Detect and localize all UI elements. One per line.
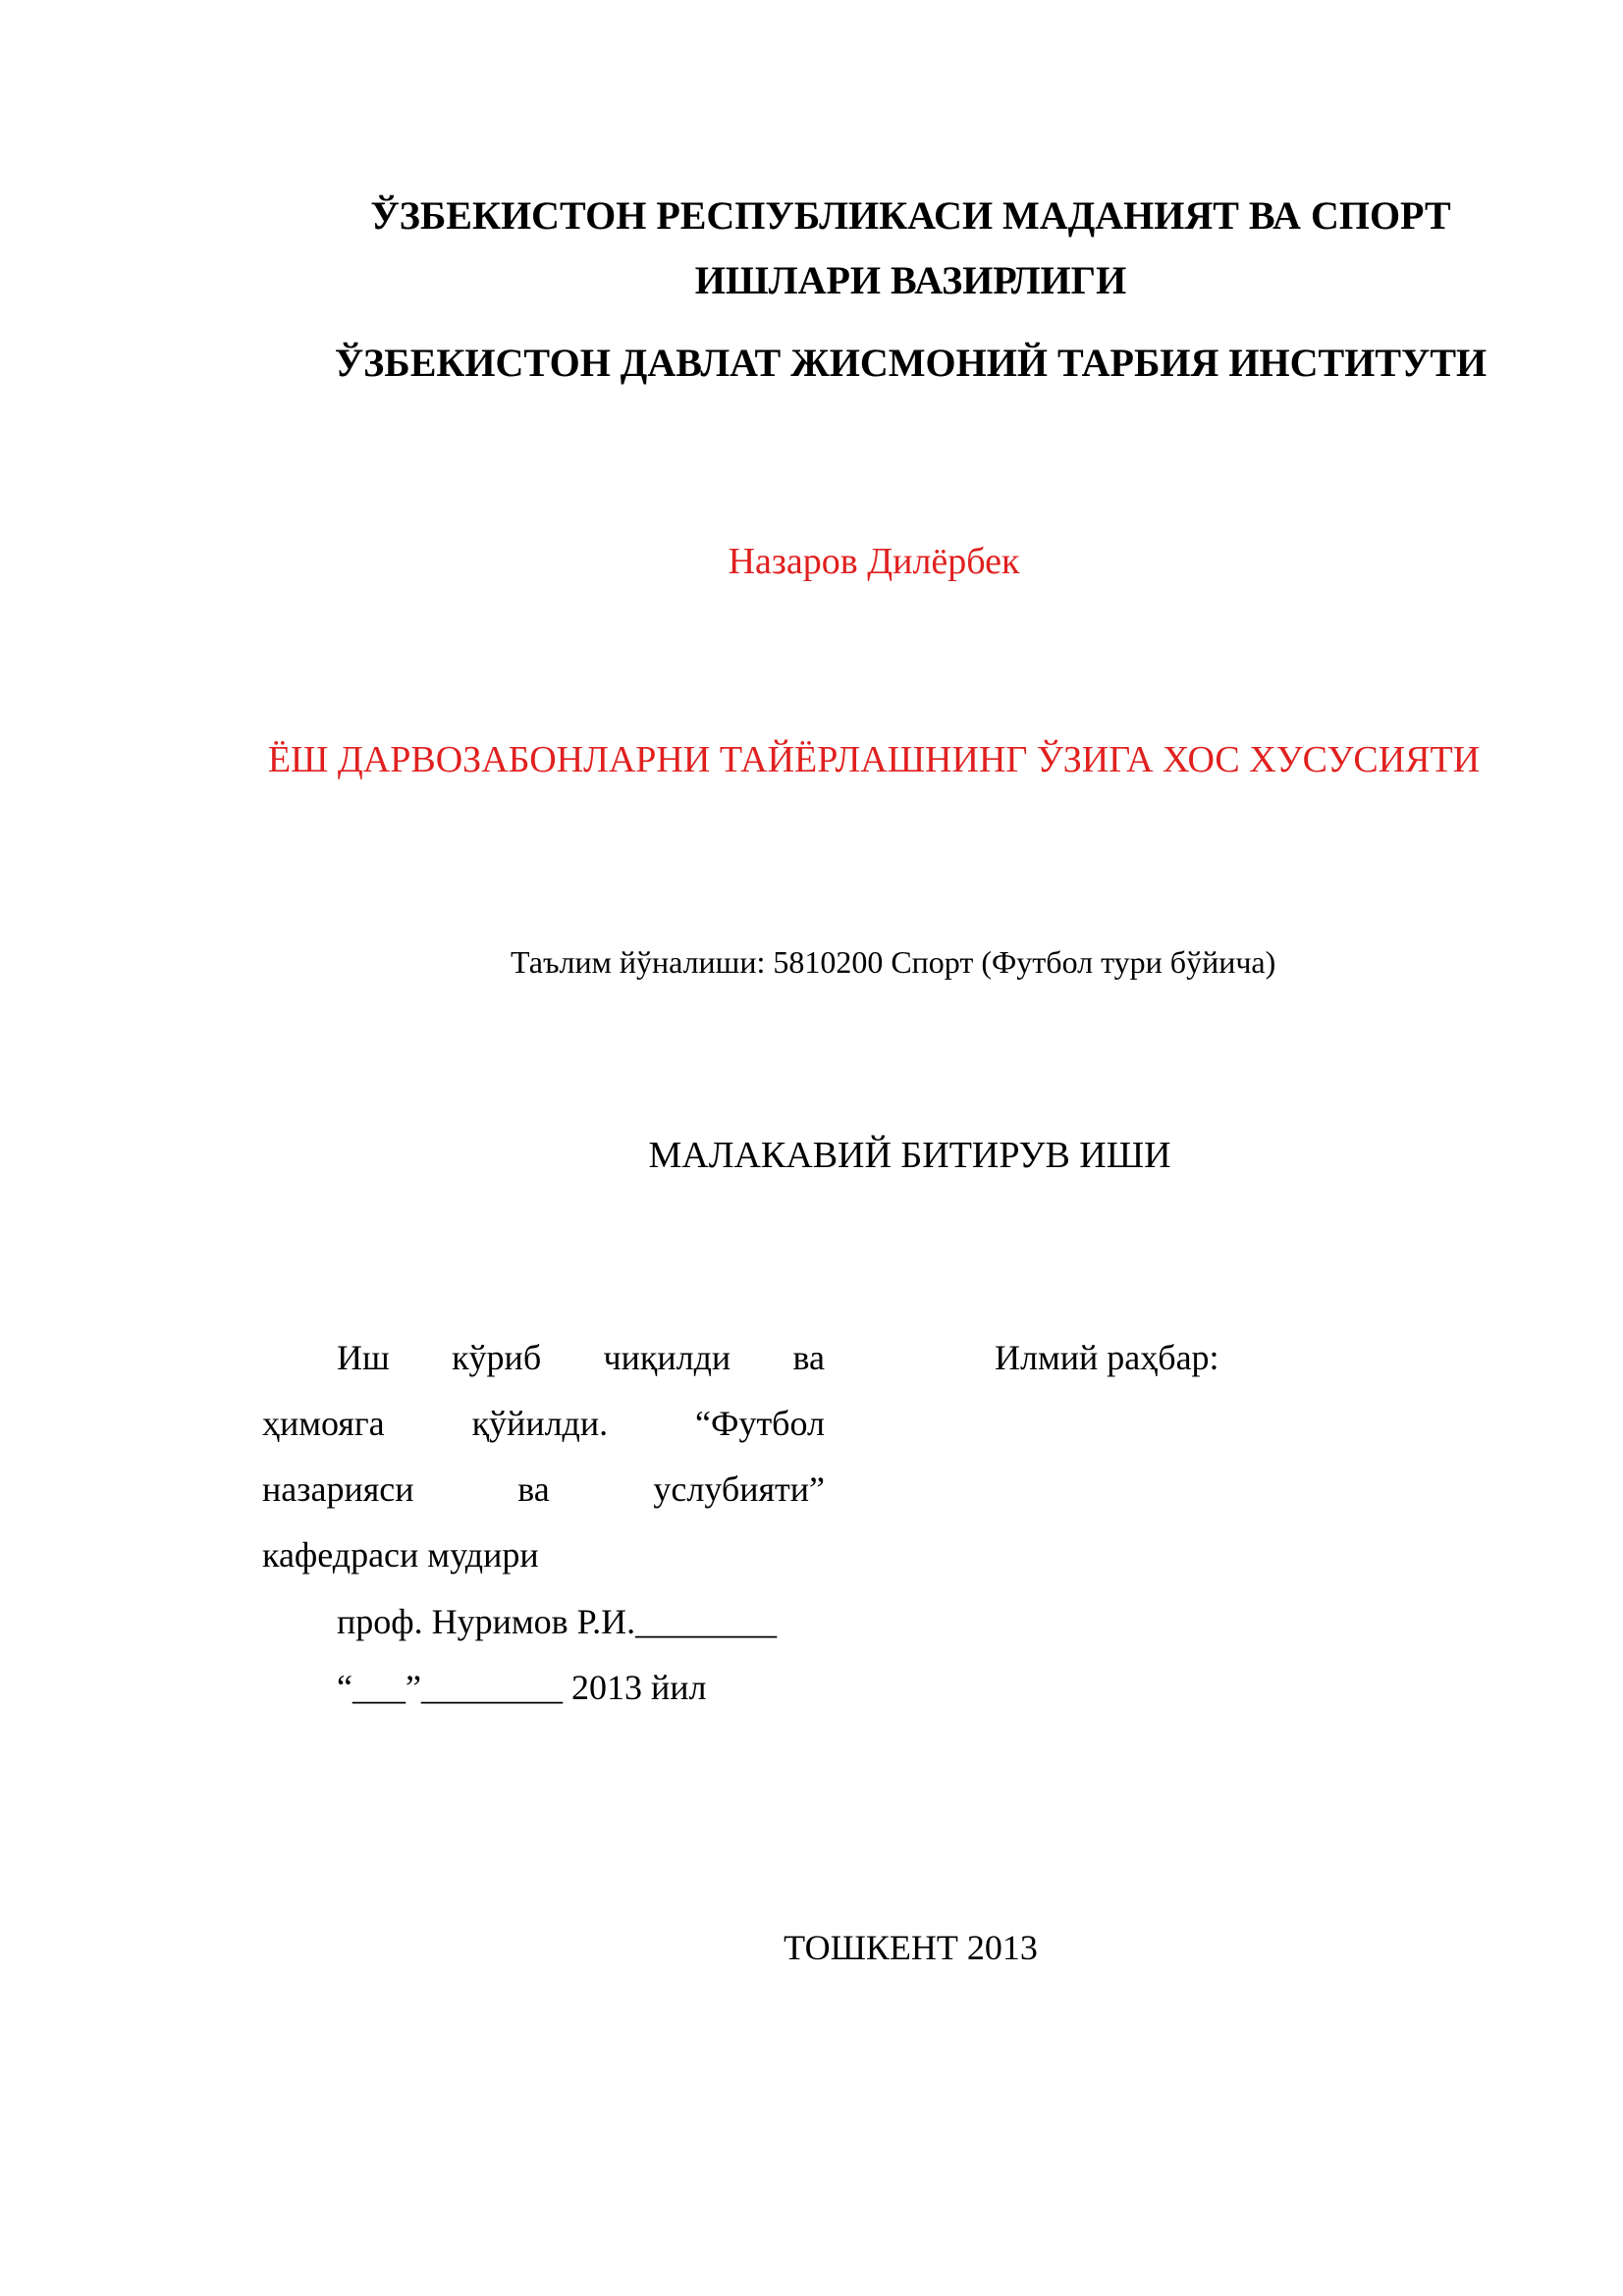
approval-line: кафедраси мудири <box>262 1535 539 1575</box>
author-name: Назаров Дилёрбек <box>728 541 1020 582</box>
ministry-title-line2: ИШЛАРИ ВАЗИРЛИГИ <box>694 258 1127 302</box>
work-type: МАЛАКАВИЙ БИТИРУВ ИШИ <box>648 1135 1171 1176</box>
approval-line: Иш кўриб чиқилди ва <box>337 1338 825 1377</box>
education-direction: Таълим йўналиши: 5810200 Спорт (Футбол тури бўйича) <box>511 944 1276 980</box>
supervisor-label: Илмий раҳбар: <box>995 1338 1219 1377</box>
approval-line: назарияси ва услубияти” <box>262 1469 825 1509</box>
approval-line: ҳимояга қўйилди. “Футбол <box>262 1404 825 1443</box>
city-year: ТОШКЕНТ 2013 <box>784 1928 1038 1967</box>
institute-title: ЎЗБЕКИСТОН ДАВЛАТ ЖИСМОНИЙ ТАРБИЯ ИНСТИТУТИ <box>334 341 1488 385</box>
department-head-signature: проф. Нуримов Р.И.________ <box>337 1602 778 1641</box>
approval-date: “___”________ 2013 йил <box>337 1668 707 1707</box>
approval-block <box>262 1325 825 1588</box>
ministry-title-line1: ЎЗБЕКИСТОН РЕСПУБЛИКАСИ МАДАНИЯТ ВА СПОРТ <box>370 193 1451 238</box>
thesis-title: ЁШ ДАРВОЗАБОНЛАРНИ ТАЙЁРЛАШНИНГ ЎЗИГА ХОС ХУСУСИЯТИ <box>267 739 1481 780</box>
